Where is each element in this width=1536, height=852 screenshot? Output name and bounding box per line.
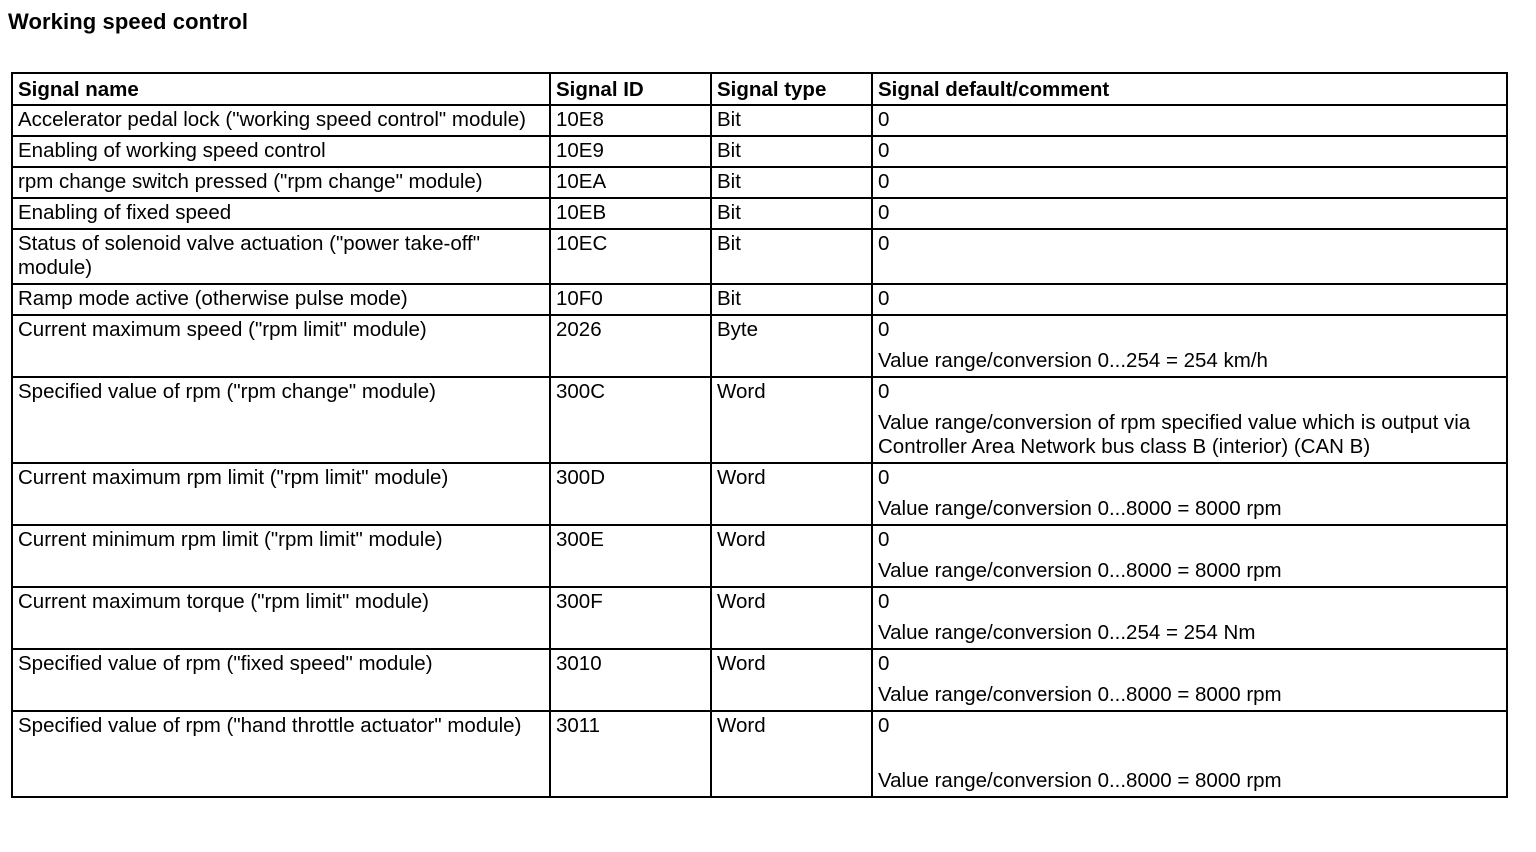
signal-name: Current maximum rpm limit ("rpm limit" module) <box>12 463 550 525</box>
signal-default: 0 <box>878 652 890 675</box>
table-row <box>12 167 1507 198</box>
signal-comment: Value range/conversion 0...8000 = 8000 rpm <box>878 769 1282 792</box>
signal-name: Enabling of fixed speed <box>12 198 550 229</box>
signal-name: Current minimum rpm limit ("rpm limit" module) <box>12 525 550 587</box>
signal-table <box>11 72 1508 798</box>
signal-comment: Value range/conversion 0...8000 = 8000 rpm <box>878 497 1282 520</box>
signal-default: 0 <box>878 714 890 737</box>
signal-default-comment <box>872 525 1507 587</box>
signal-type: Word <box>711 463 872 525</box>
signal-type: Word <box>711 711 872 797</box>
signal-type: Bit <box>711 229 872 284</box>
signal-default: 0 <box>878 380 890 403</box>
signal-id: 3010 <box>550 649 711 711</box>
signal-default: 0 <box>878 201 890 224</box>
signal-id: 2026 <box>550 315 711 377</box>
signal-id: 300E <box>550 525 711 587</box>
signal-id: 300D <box>550 463 711 525</box>
signal-id: 300F <box>550 587 711 649</box>
signal-name: Current maximum torque ("rpm limit" module) <box>12 587 550 649</box>
signal-default: 0 <box>878 108 890 131</box>
signal-name: Specified value of rpm ("rpm change" module) <box>12 377 550 463</box>
table-row <box>12 587 1507 649</box>
signal-comment: Value range/conversion 0...8000 = 8000 rpm <box>878 683 1282 706</box>
signal-comment: Value range/conversion 0...254 = 254 km/h <box>878 349 1268 372</box>
header-signal-default-comment: Signal default/comment <box>872 73 1507 105</box>
signal-id: 10F0 <box>550 284 711 315</box>
signal-type: Bit <box>711 284 872 315</box>
signal-type: Word <box>711 377 872 463</box>
signal-id: 3011 <box>550 711 711 797</box>
signal-id: 300C <box>550 377 711 463</box>
page-title: Working speed control <box>8 9 249 34</box>
signal-default-comment <box>872 463 1507 525</box>
signal-type: Bit <box>711 105 872 136</box>
header-signal-id: Signal ID <box>550 73 711 105</box>
signal-name: Current maximum speed ("rpm limit" module) <box>12 315 550 377</box>
table-row <box>12 315 1507 377</box>
signal-default: 0 <box>878 170 890 193</box>
signal-type: Bit <box>711 198 872 229</box>
signal-default-comment <box>872 167 1507 198</box>
table-row <box>12 284 1507 315</box>
signal-type: Bit <box>711 167 872 198</box>
signal-id: 10EC <box>550 229 711 284</box>
table-row <box>12 136 1507 167</box>
signal-type: Byte <box>711 315 872 377</box>
table-row <box>12 198 1507 229</box>
signal-name: rpm change switch pressed ("rpm change" module) <box>12 167 550 198</box>
table-row <box>12 377 1507 463</box>
signal-default: 0 <box>878 466 890 489</box>
signal-name: Specified value of rpm ("hand throttle actuator" module) <box>12 711 550 797</box>
signal-name: Enabling of working speed control <box>12 136 550 167</box>
signal-type: Bit <box>711 136 872 167</box>
signal-default-comment <box>872 198 1507 229</box>
signal-default-comment <box>872 105 1507 136</box>
signal-default: 0 <box>878 139 890 162</box>
signal-default: 0 <box>878 287 890 310</box>
signal-default-comment <box>872 587 1507 649</box>
signal-comment: Value range/conversion 0...254 = 254 Nm <box>878 621 1256 644</box>
signal-name: Ramp mode active (otherwise pulse mode) <box>12 284 550 315</box>
signal-comment: Value range/conversion of rpm specified value which is output via Controller Area Network bus class B (interior) (CAN B) <box>878 411 1471 458</box>
signal-id: 10EB <box>550 198 711 229</box>
signal-type: Word <box>711 587 872 649</box>
signal-type: Word <box>711 525 872 587</box>
header-signal-name: Signal name <box>12 73 550 105</box>
signal-default: 0 <box>878 232 890 255</box>
signal-default-comment <box>872 649 1507 711</box>
signal-name: Specified value of rpm ("fixed speed" module) <box>12 649 550 711</box>
signal-name: Accelerator pedal lock ("working speed control" module) <box>12 105 550 136</box>
signal-default: 0 <box>878 318 890 341</box>
signal-id: 10E8 <box>550 105 711 136</box>
table-row <box>12 105 1507 136</box>
signal-default-comment <box>872 229 1507 284</box>
table-row <box>12 711 1507 797</box>
table-row <box>12 229 1507 284</box>
signal-id: 10EA <box>550 167 711 198</box>
table-row <box>12 649 1507 711</box>
signal-default: 0 <box>878 590 890 613</box>
signal-default-comment <box>872 136 1507 167</box>
signal-default: 0 <box>878 528 890 551</box>
signal-name: Status of solenoid valve actuation ("power take-off" module) <box>12 229 550 284</box>
signal-id: 10E9 <box>550 136 711 167</box>
signal-type: Word <box>711 649 872 711</box>
signal-comment: Value range/conversion 0...8000 = 8000 rpm <box>878 559 1282 582</box>
table-header-row <box>12 73 1507 105</box>
signal-default-comment <box>872 377 1507 463</box>
table-row <box>12 463 1507 525</box>
signal-default-comment <box>872 284 1507 315</box>
signal-default-comment <box>872 711 1507 797</box>
header-signal-type: Signal type <box>711 73 872 105</box>
signal-default-comment <box>872 315 1507 377</box>
table-row <box>12 525 1507 587</box>
